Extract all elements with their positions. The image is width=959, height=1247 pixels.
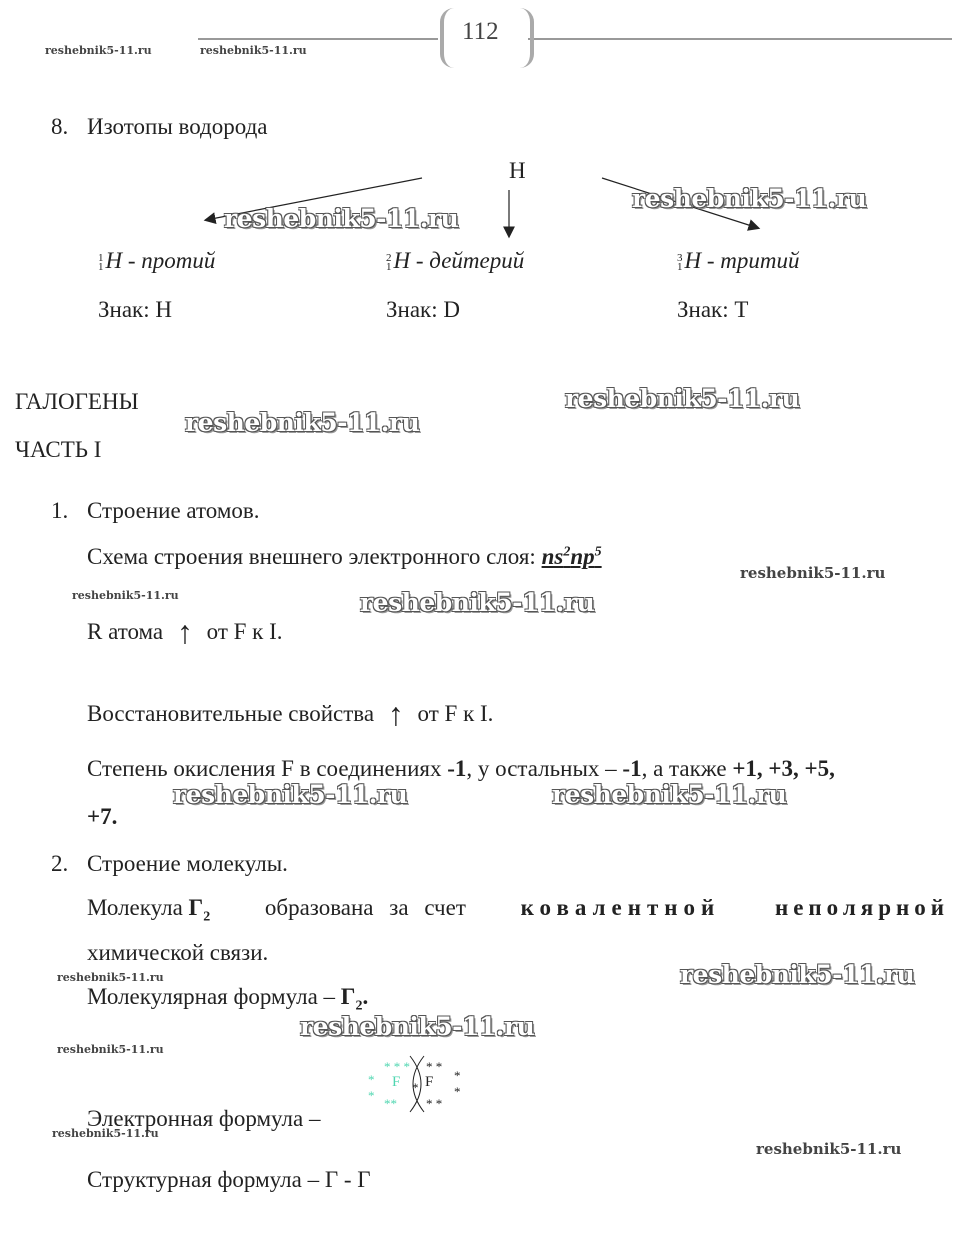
watermark: reshebnik5-11.ru: [740, 564, 886, 582]
electron-label: Электронная формула –: [87, 1106, 321, 1131]
sign-deuterium: Знак: D: [386, 297, 460, 322]
watermark: reshebnik5-11.ru: [72, 589, 179, 602]
scheme-formula: $ns^2np^5$: [541, 544, 602, 569]
electron-dots-shared: *: [412, 1080, 419, 1095]
item2-number: 2.: [51, 851, 69, 876]
watermark: reshebnik5-11.ru: [57, 1043, 164, 1056]
section8-number: 8.: [51, 114, 69, 139]
scheme-line: [87, 544, 602, 570]
sign-protium: Знак: H: [98, 297, 172, 322]
watermark: reshebnik5-11.ru: [680, 960, 915, 989]
section8-title: Изотопы водорода: [87, 114, 268, 139]
watermark: reshebnik5-11.ru: [632, 184, 867, 213]
item1-title: Строение атомов.: [87, 498, 260, 523]
isotope-root: H: [509, 158, 526, 183]
radius-line: [87, 610, 283, 650]
item1-number: 1.: [51, 498, 69, 523]
oxidation-line: Степень окисления F в соединениях -1, у остальных – -1, а также +1, +3, +5,: [87, 756, 835, 781]
watermark: reshebnik5-11.ru: [756, 1140, 902, 1158]
electron-left-atom: F: [392, 1074, 401, 1090]
halogens-heading: ГАЛОГЕНЫ: [15, 389, 139, 414]
electron-diagram: [362, 1054, 472, 1114]
electron-dots-top-left: * * *: [384, 1059, 410, 1074]
reducing-tail: от F к I.: [417, 701, 494, 726]
watermark: reshebnik5-11.ru: [57, 971, 164, 984]
watermark: reshebnik5-11.ru: [552, 780, 787, 809]
page-number: 112: [462, 18, 499, 45]
arrow-up-icon: ↑: [176, 614, 193, 650]
electron-dots-bottom-left: **: [384, 1096, 397, 1111]
watermark: reshebnik5-11.ru: [300, 1012, 535, 1041]
electron-dots-top-right: * *: [426, 1059, 443, 1074]
isotope-arrows: [0, 0, 959, 260]
electron-dots-right: *: [454, 1068, 461, 1083]
watermark: reshebnik5-11.ru: [224, 204, 459, 233]
watermark: reshebnik5-11.ru: [360, 588, 595, 617]
watermark: reshebnik5-11.ru: [173, 780, 408, 809]
sign-tritium: Знак: T: [677, 297, 749, 322]
isotope-protium: 1 1H - протий: [98, 248, 216, 273]
radius-label: R атома: [87, 619, 164, 644]
watermark: reshebnik5-11.ru: [185, 408, 420, 437]
electron-dots-left: *: [368, 1072, 375, 1087]
header-watermark-1: reshebnik5-11.ru: [45, 44, 152, 57]
watermark: reshebnik5-11.ru: [565, 384, 800, 413]
watermark: reshebnik5-11.ru: [52, 1127, 159, 1140]
scheme-label: Схема строения внешнего электронного слоя:: [87, 544, 542, 569]
formula-line: Молекулярная формула – $Г_2$.: [87, 984, 369, 1014]
isotope-tritium: 3 1H - тритий: [677, 248, 800, 273]
halogens-part: ЧАСТЬ I: [15, 437, 102, 462]
electron-dots-bottom-right: * *: [426, 1096, 443, 1111]
electron-dots-right2: *: [454, 1084, 461, 1099]
structural-label: Структурная формула – Г - Г: [87, 1167, 371, 1192]
arrow-up-icon: ↑: [387, 696, 404, 732]
item2-title: Строение молекулы.: [87, 851, 288, 876]
isotope-deuterium: 2 1H - дейтерий: [386, 248, 525, 273]
molecule-line: Молекула $Г_2$ образована за счет ковалентной неполярной: [87, 895, 949, 925]
radius-tail: от F к I.: [206, 619, 283, 644]
reducing-label: Восстановительные свойства: [87, 701, 375, 726]
electron-dots-left2: *: [368, 1088, 375, 1103]
oxidation-line-2: +7.: [87, 804, 118, 829]
header-watermark-2: reshebnik5-11.ru: [200, 44, 307, 57]
electron-right-atom: F: [425, 1074, 434, 1090]
molecule-line-2: химической связи.: [87, 940, 269, 965]
reducing-line: [87, 692, 494, 732]
